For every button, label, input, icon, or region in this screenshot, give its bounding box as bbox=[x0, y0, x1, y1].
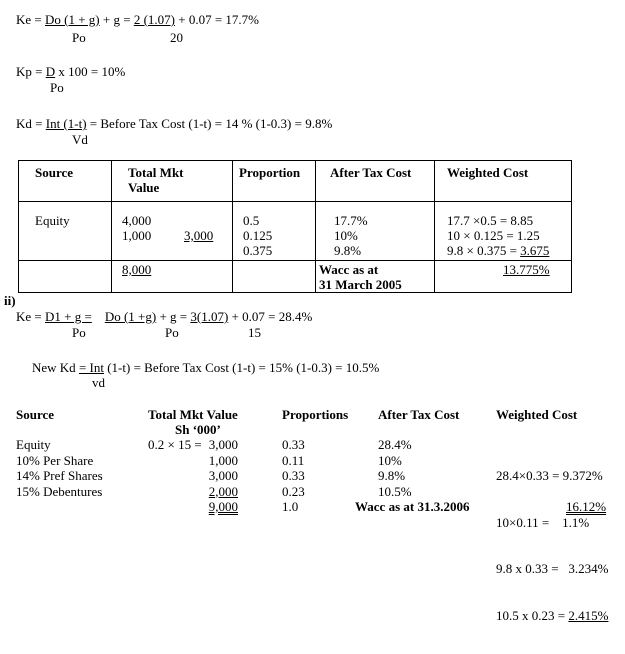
kd-numerator: = Int bbox=[78, 360, 104, 375]
ke-formula bbox=[16, 12, 259, 27]
header-after-tax-cost: After Tax Cost bbox=[378, 407, 460, 422]
proportion: 0.23 bbox=[282, 483, 305, 499]
kp-numerator: D bbox=[45, 64, 56, 79]
mkt-value: 1,000 bbox=[122, 228, 152, 243]
kp-label: Kp = bbox=[16, 64, 46, 79]
weighted-cost: 10.5 x 0.23 = bbox=[496, 607, 569, 623]
table-header-row bbox=[19, 161, 572, 202]
source-equity: Equity bbox=[35, 213, 70, 228]
after-tax-cost: 9.8% bbox=[378, 468, 406, 483]
kd-label: New Kd bbox=[32, 360, 79, 375]
wacc-value: 13.775% bbox=[503, 262, 550, 277]
mkt-value: 4,000 bbox=[122, 213, 152, 228]
ke-result: + 0.07 = 28.4% bbox=[228, 309, 313, 324]
ke-numerator-3: 3(1.07) bbox=[190, 309, 229, 324]
header-after-tax-cost: After Tax Cost bbox=[330, 165, 412, 180]
ke-denominator-3: 15 bbox=[248, 325, 261, 340]
proportion: 0.125 bbox=[243, 228, 273, 243]
header-proportions: Proportions bbox=[282, 407, 349, 422]
ke-formula-2006 bbox=[16, 309, 312, 324]
after-tax-cost: 17.7% bbox=[334, 213, 368, 228]
header-weighted-cost: Weighted Cost bbox=[447, 165, 529, 180]
proportion: 0.11 bbox=[282, 452, 305, 468]
wacc-date: 31 March 2005 bbox=[319, 277, 402, 292]
kd-result: (1-t) = Before Tax Cost (1-t) = 15% (1-0.3) = 10.5% bbox=[103, 360, 380, 375]
proportion: 0.5 bbox=[243, 213, 260, 228]
weighted-cost-last: 3.675 bbox=[520, 243, 550, 258]
ke-denominator: Po bbox=[72, 30, 86, 45]
proportion: 0.33 bbox=[282, 468, 305, 483]
table-row bbox=[19, 202, 572, 261]
part-ii-label: ii) bbox=[4, 293, 16, 308]
kd-denominator: vd bbox=[92, 375, 105, 390]
kp-denominator: Po bbox=[50, 80, 64, 95]
proportion: 0.33 bbox=[282, 437, 305, 452]
ke-label: Ke = bbox=[16, 309, 45, 324]
after-tax-cost: 10% bbox=[378, 452, 402, 468]
ke-label: Ke = bbox=[16, 12, 45, 27]
mkt-value: 1,000 bbox=[208, 452, 238, 468]
kd-denominator: Vd bbox=[72, 132, 88, 147]
weighted-cost: 17.7 ×0.5 = 8.85 bbox=[447, 213, 534, 228]
mkt-expression: 0.2 × 15 = bbox=[148, 437, 202, 452]
new-kd-formula bbox=[32, 360, 379, 375]
table-total-row bbox=[19, 261, 572, 293]
header-proportion: Proportion bbox=[239, 165, 301, 180]
mkt-value: 3,000 bbox=[208, 468, 238, 483]
ke-denominator: Po bbox=[72, 325, 86, 340]
kd-numerator: Int (1-t) bbox=[45, 116, 87, 131]
header-total-mkt-value: Total Mkt Value bbox=[128, 165, 184, 195]
weighted-cost: 9.8 x 0.33 = 3.234% bbox=[496, 561, 609, 576]
weighted-cost-last: 2.415% bbox=[568, 607, 609, 623]
ke-result: + 0.07 = 17.7% bbox=[174, 12, 259, 27]
mkt-subtotal: 3,000 bbox=[184, 228, 214, 243]
ke-mid: + g = bbox=[156, 309, 191, 324]
kd-label: Kd = bbox=[16, 116, 46, 131]
proportion: 0.375 bbox=[243, 243, 273, 258]
wacc-label: Wacc as at bbox=[319, 262, 379, 277]
source-item: 14% Pref Shares bbox=[16, 468, 103, 483]
after-tax-cost: 10.5% bbox=[378, 483, 412, 499]
mkt-value: 2,000 bbox=[208, 483, 238, 499]
weighted-cost: 28.4×0.33 = 9.372% bbox=[496, 468, 603, 483]
after-tax-cost: 10% bbox=[334, 228, 358, 243]
after-tax-cost: 28.4% bbox=[378, 437, 412, 452]
proportion-total: 1.0 bbox=[282, 499, 299, 514]
header-units: Sh ‘000’ bbox=[175, 422, 221, 437]
kd-formula bbox=[16, 116, 332, 131]
wacc-table-2005 bbox=[18, 160, 572, 293]
source-item: Equity bbox=[16, 437, 51, 452]
header-source: Source bbox=[35, 165, 74, 180]
total-mkt-value: 8,000 bbox=[122, 262, 152, 277]
ke-numerator: D1 + g = bbox=[45, 309, 92, 324]
ke-denominator-2: 20 bbox=[170, 30, 183, 45]
kp-formula bbox=[16, 64, 125, 79]
mkt-value: 3,000 bbox=[208, 437, 238, 452]
header-total-mkt-value: Total Mkt Value bbox=[148, 407, 238, 422]
kd-result: = Before Tax Cost (1-t) = 14 % (1-0.3) = 9.8% bbox=[86, 116, 333, 131]
mkt-total: 9,000 bbox=[208, 499, 238, 514]
ke-denominator-2: Po bbox=[165, 325, 179, 340]
weighted-cost: 9.8 × 0.375 = bbox=[447, 243, 521, 258]
wacc-value-2006: 16.12% bbox=[566, 499, 607, 514]
weighted-cost: 10 × 0.125 = 1.25 bbox=[447, 228, 540, 243]
wacc-label-2006: Wacc as at 31.3.2006 bbox=[355, 499, 470, 514]
source-item: 15% Debentures bbox=[16, 483, 103, 499]
header-weighted-cost: Weighted Cost bbox=[496, 407, 578, 422]
ke-numerator-2: Do (1 +g) bbox=[104, 309, 157, 324]
source-item: 10% Per Share bbox=[16, 452, 94, 468]
ke-mid: + g = bbox=[99, 12, 134, 27]
ke-numerator-2: 2 (1.07) bbox=[133, 12, 175, 27]
weighted-cost: 10×0.11 = 1.1% bbox=[496, 514, 590, 530]
kp-result: x 100 = 10% bbox=[55, 64, 126, 79]
header-source: Source bbox=[16, 407, 55, 422]
after-tax-cost: 9.8% bbox=[334, 243, 362, 258]
ke-numerator: Do (1 + g) bbox=[45, 12, 100, 27]
